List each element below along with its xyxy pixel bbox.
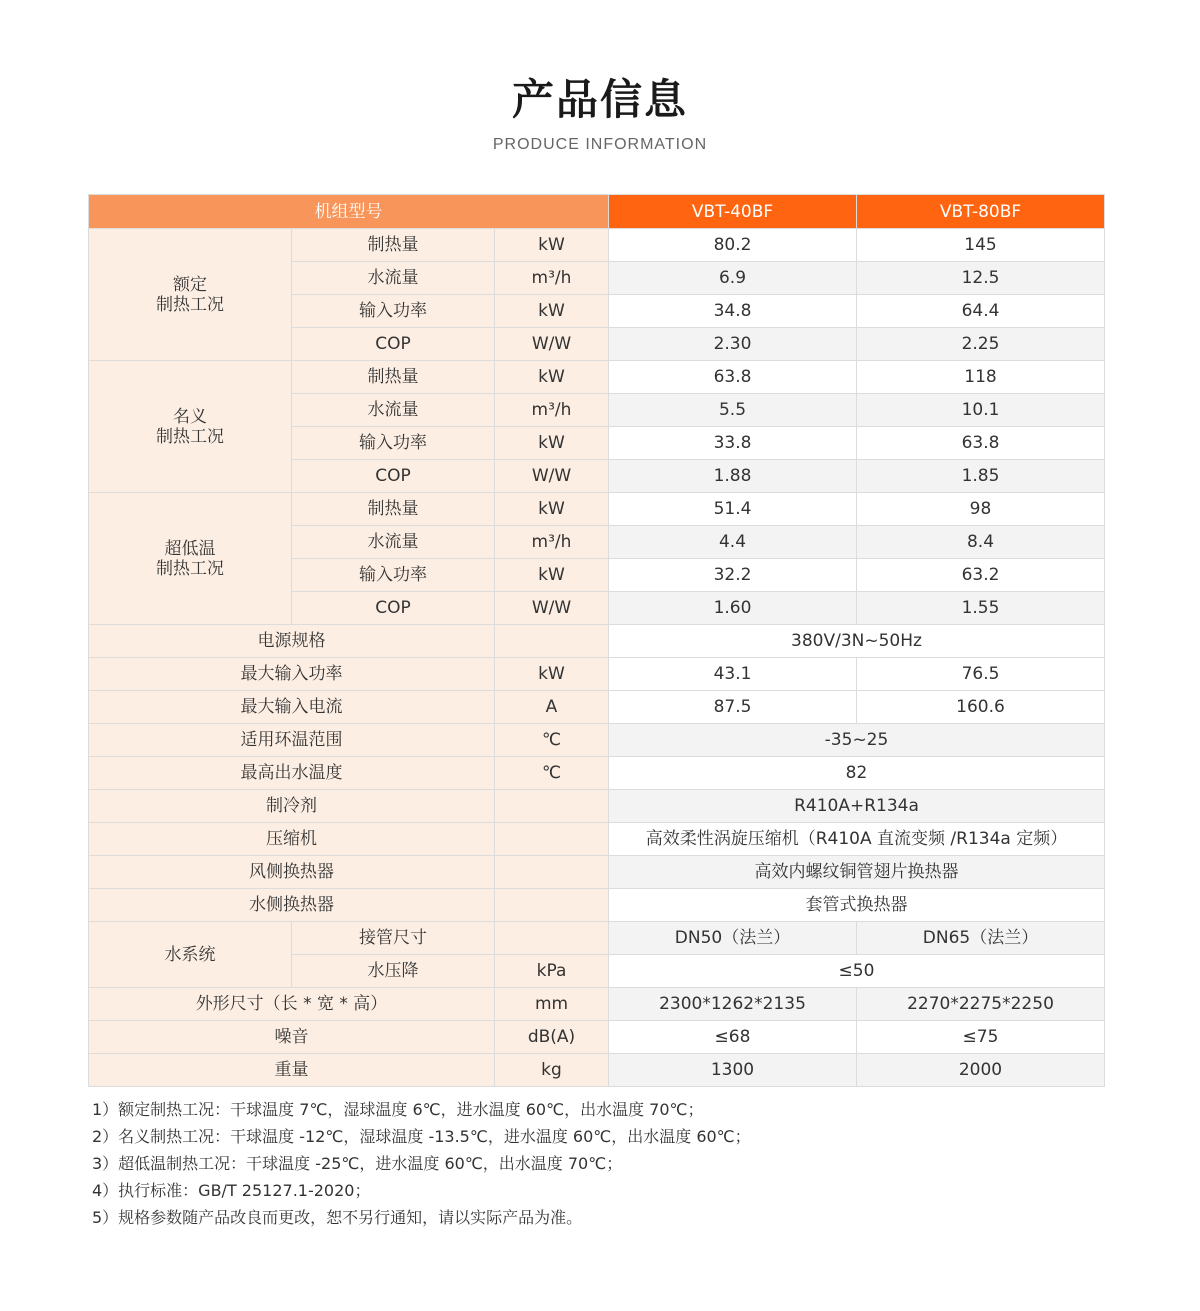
unit-label: kW [495,295,609,328]
table-row [89,361,1105,394]
group-rated-heating [89,229,292,361]
value-model-1: 2300*1262*2135 [609,988,857,1021]
value-model-1: 32.2 [609,559,857,592]
value-model-2: DN65（法兰） [857,922,1105,955]
unit-label: kW [495,361,609,394]
group-name-line1: 额定 [173,274,207,295]
param-label: COP [292,328,495,361]
unit-label [495,856,609,889]
group-ultra-low-temp-heating [89,493,292,625]
footnote: 4）执行标准：GB/T 25127.1-2020； [92,1181,371,1200]
value-model-2: 98 [857,493,1105,526]
value-model-1: 87.5 [609,691,857,724]
value-model-2: ≤75 [857,1021,1105,1054]
param-label: 最高出水温度 [89,757,495,790]
table-row [89,229,1105,262]
value-shared: 高效内螺纹铜管翅片换热器 [609,856,1105,889]
value-shared: ≤50 [609,955,1105,988]
param-label: 制热量 [292,229,495,262]
value-model-2: 1.55 [857,592,1105,625]
table-row [89,889,1105,922]
spec-table [88,194,1105,1087]
table-row [89,658,1105,691]
value-model-1: 63.8 [609,361,857,394]
unit-label: m³/h [495,394,609,427]
unit-label: W/W [495,460,609,493]
param-label: 制热量 [292,493,495,526]
param-label: COP [292,592,495,625]
table-row [89,988,1105,1021]
value-model-1: 6.9 [609,262,857,295]
unit-label: kg [495,1054,609,1087]
footnote: 1）额定制热工况：干球温度 7℃，湿球温度 6℃，进水温度 60℃，出水温度 70℃； [92,1100,704,1119]
unit-label: W/W [495,592,609,625]
unit-label [495,922,609,955]
value-model-1: 43.1 [609,658,857,691]
unit-label: ℃ [495,724,609,757]
table-row [89,790,1105,823]
header-model-label: 机组型号 [89,195,609,229]
value-model-2: 2270*2275*2250 [857,988,1105,1021]
value-model-2: 63.8 [857,427,1105,460]
table-header-row [89,195,1105,229]
param-label: 制冷剂 [89,790,495,823]
unit-label: kPa [495,955,609,988]
value-model-2: 118 [857,361,1105,394]
value-model-2: 145 [857,229,1105,262]
param-label: 水流量 [292,262,495,295]
unit-label: kW [495,493,609,526]
value-shared: -35~25 [609,724,1105,757]
unit-label: kW [495,427,609,460]
group-name-line2: 制热工况 [156,294,224,315]
value-shared: 380V/3N~50Hz [609,625,1105,658]
param-label: 压缩机 [89,823,495,856]
unit-label: kW [495,559,609,592]
value-model-2: 2000 [857,1054,1105,1087]
value-shared: 高效柔性涡旋压缩机（R410A 直流变频 /R134a 定频） [609,823,1105,856]
table-row [89,724,1105,757]
unit-label [495,790,609,823]
table-row [89,625,1105,658]
value-model-2: 63.2 [857,559,1105,592]
value-model-1: 1300 [609,1054,857,1087]
value-model-2: 10.1 [857,394,1105,427]
param-label: COP [292,460,495,493]
param-label: 水流量 [292,526,495,559]
table-row [89,1054,1105,1087]
value-model-2: 12.5 [857,262,1105,295]
footnote: 3）超低温制热工况：干球温度 -25℃，进水温度 60℃，出水温度 70℃； [92,1154,623,1173]
param-label: 最大输入功率 [89,658,495,691]
footnote: 5）规格参数随产品改良而更改，恕不另行通知，请以实际产品为准。 [92,1208,583,1227]
unit-label: kW [495,229,609,262]
value-model-2: 2.25 [857,328,1105,361]
param-label: 外形尺寸（长 * 宽 * 高） [89,988,495,1021]
unit-label: m³/h [495,526,609,559]
param-label: 电源规格 [89,625,495,658]
table-row [89,1021,1105,1054]
unit-label: m³/h [495,262,609,295]
param-label: 输入功率 [292,295,495,328]
value-model-1: 1.60 [609,592,857,625]
param-label: 风侧换热器 [89,856,495,889]
param-label: 适用环温范围 [89,724,495,757]
value-model-1: DN50（法兰） [609,922,857,955]
param-label: 最大输入电流 [89,691,495,724]
table-row [89,493,1105,526]
param-label: 重量 [89,1054,495,1087]
value-shared: R410A+R134a [609,790,1105,823]
unit-label [495,889,609,922]
footnote: 2）名义制热工况：干球温度 -12℃，湿球温度 -13.5℃，进水温度 60℃，出水温度 60℃； [92,1127,751,1146]
group-name-line2: 制热工况 [156,426,224,447]
table-row [89,922,1105,955]
value-model-2: 76.5 [857,658,1105,691]
unit-label: kW [495,658,609,691]
param-label: 水压降 [292,955,495,988]
unit-label: W/W [495,328,609,361]
footnotes [92,1096,1102,1231]
value-model-1: 33.8 [609,427,857,460]
value-model-2: 64.4 [857,295,1105,328]
value-model-1: 34.8 [609,295,857,328]
value-model-1: 80.2 [609,229,857,262]
group-name-line1: 超低温 [164,538,216,559]
value-shared: 82 [609,757,1105,790]
value-model-1: 5.5 [609,394,857,427]
value-model-1: 51.4 [609,493,857,526]
param-label: 接管尺寸 [292,922,495,955]
unit-label: mm [495,988,609,1021]
page-title: 产品信息 [511,75,688,124]
param-label: 水侧换热器 [89,889,495,922]
table-row [89,856,1105,889]
param-label: 制热量 [292,361,495,394]
unit-label [495,625,609,658]
group-nominal-heating [89,361,292,493]
value-model-1: 2.30 [609,328,857,361]
group-water-system: 水系统 [89,922,292,988]
param-label: 输入功率 [292,559,495,592]
table-row [89,757,1105,790]
value-model-1: ≤68 [609,1021,857,1054]
value-model-2: 1.85 [857,460,1105,493]
unit-label: dB(A) [495,1021,609,1054]
value-model-2: 160.6 [857,691,1105,724]
value-model-2: 8.4 [857,526,1105,559]
param-label: 输入功率 [292,427,495,460]
group-name-line1: 名义 [173,406,207,427]
param-label: 噪音 [89,1021,495,1054]
value-model-1: 1.88 [609,460,857,493]
table-row [89,691,1105,724]
unit-label: A [495,691,609,724]
param-label: 水流量 [292,394,495,427]
group-name-line2: 制热工况 [156,558,224,579]
unit-label: ℃ [495,757,609,790]
table-row [89,823,1105,856]
page-subtitle: PRODUCE INFORMATION [492,136,708,153]
header-model-2: VBT-80BF [857,195,1105,229]
header-model-1: VBT-40BF [609,195,857,229]
value-shared: 套管式换热器 [609,889,1105,922]
unit-label [495,823,609,856]
value-model-1: 4.4 [609,526,857,559]
